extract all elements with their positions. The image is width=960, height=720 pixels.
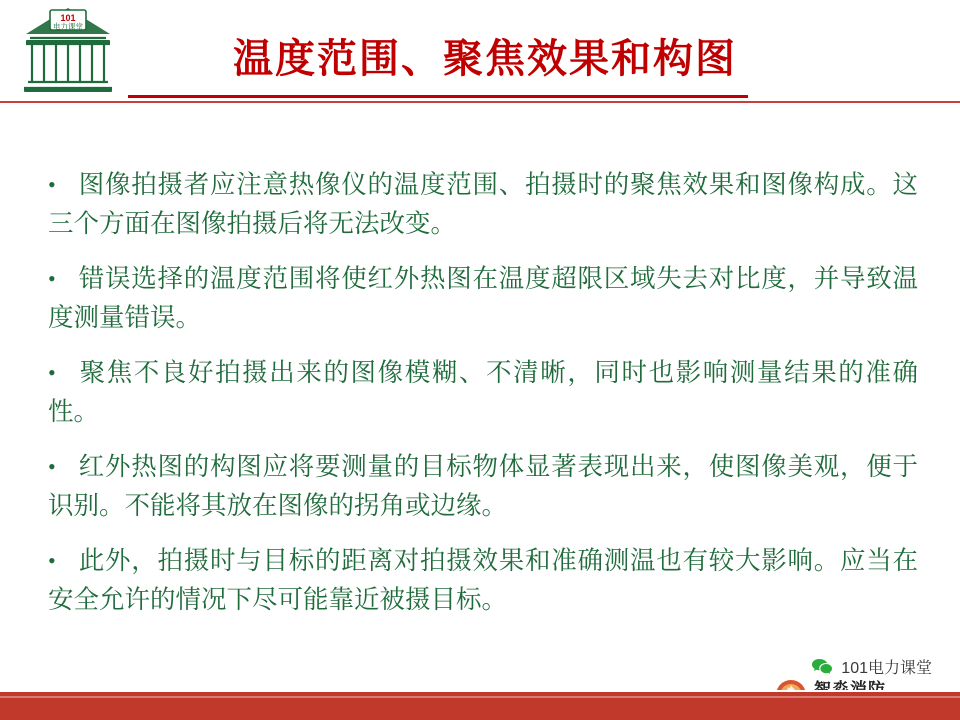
bullet-marker-icon: • xyxy=(48,172,56,197)
list-item xyxy=(48,259,918,337)
list-item-text: 图像拍摄者应注意热像仪的温度范围、拍摄时的聚焦效果和图像构成。这三个方面在图像拍摄后将无法改变。 xyxy=(48,170,918,238)
bullet-marker-icon: • xyxy=(48,454,56,479)
title-underline xyxy=(128,95,748,98)
page-title: 温度范围、聚焦效果和构图 xyxy=(233,36,737,81)
list-item-text: 此外，拍摄时与目标的距离对拍摄效果和准确测温也有较大影响。应当在安全允许的情况下尽可能靠近被摄目标。 xyxy=(48,546,918,614)
header-divider xyxy=(0,101,960,103)
list-item xyxy=(48,541,918,619)
footer-band xyxy=(0,690,960,720)
list-item xyxy=(48,165,918,243)
footer-inner-line xyxy=(0,696,960,698)
list-item-text: 错误选择的温度范围将使红外热图在温度超限区域失去对比度，并导致温度测量错误。 xyxy=(48,264,918,332)
bullet-marker-icon: • xyxy=(48,360,56,385)
list-item-text: 聚焦不良好拍摄出来的图像模糊、不清晰，同时也影响测量结果的准确性。 xyxy=(48,358,918,426)
logo xyxy=(14,4,122,100)
list-item xyxy=(48,447,918,525)
svg-text:101: 101 xyxy=(60,13,76,23)
bullet-marker-icon: • xyxy=(48,266,56,291)
list-item-text: 红外热图的构图应将要测量的目标物体显著表现出来，使图像美观，便于识别。不能将其放在图像的拐角或边缘。 xyxy=(48,452,918,520)
list-item xyxy=(48,353,918,431)
bullet-marker-icon: • xyxy=(48,548,56,573)
bullet-list xyxy=(48,165,918,635)
svg-text:电力课堂: 电力课堂 xyxy=(53,22,83,31)
slide-header xyxy=(0,0,960,104)
wechat-label: 101电力课堂 xyxy=(841,660,932,677)
